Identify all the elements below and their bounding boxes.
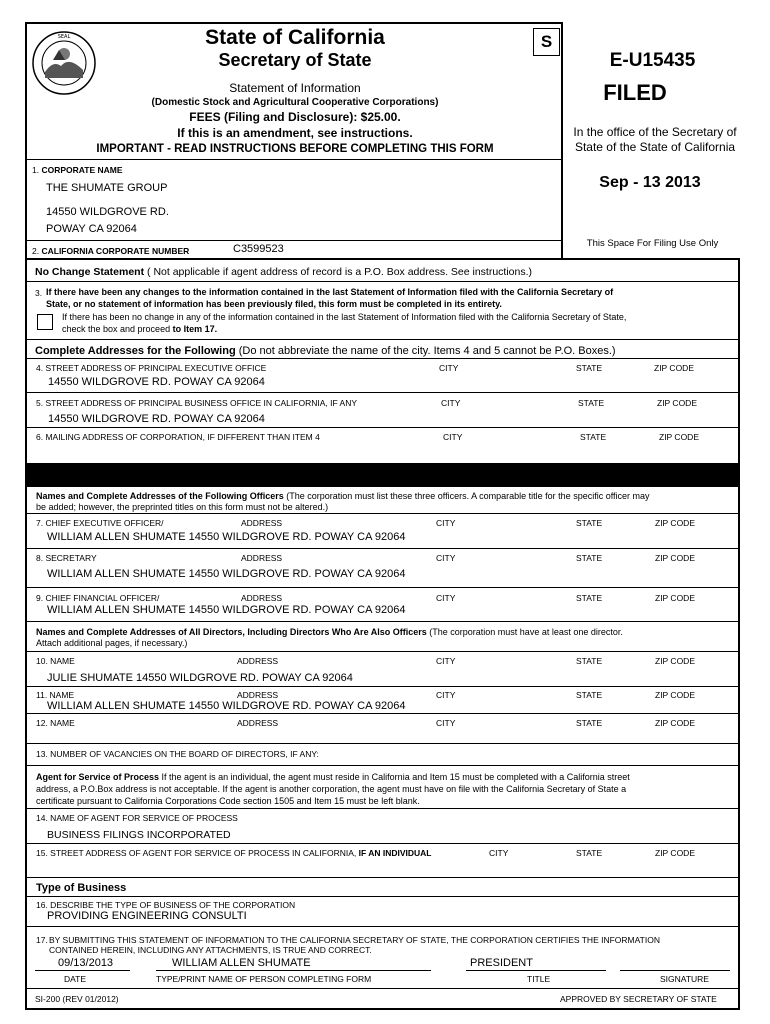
item-9-zip: ZIP CODE	[655, 593, 695, 603]
header-right-border	[561, 22, 563, 258]
item-11-state: STATE	[576, 690, 603, 700]
divider	[25, 513, 740, 514]
item-17-text-2: CONTAINED HEREIN, INCLUDING ANY ATTACHMENTS, IS TRUE AND CORRECT.	[49, 945, 372, 955]
left-border-top	[25, 22, 27, 258]
item-4-value: 14550 WILDGROVE RD. POWAY CA 92064	[48, 376, 265, 388]
divider	[25, 548, 740, 549]
item-7-label: 7. CHIEF EXECUTIVE OFFICER/	[36, 518, 164, 528]
item-7-city: CITY	[436, 518, 456, 528]
corporate-address-1: 14550 WILDGROVE RD.	[46, 206, 169, 218]
item-8-state: STATE	[576, 553, 603, 563]
item-12-label: 12. NAME	[36, 718, 75, 728]
addresses-heading: Complete Addresses for the Following (Do not abbreviate the name of the city. Items 4 and 5 cannot be P.O. Boxes.)	[35, 345, 616, 357]
corporate-number: C3599523	[233, 243, 284, 255]
item-8-label: 8. SECRETARY	[36, 553, 97, 563]
item-10-value: JULIE SHUMATE 14550 WILDGROVE RD. POWAY CA 92064	[47, 672, 353, 684]
item-11-address: ADDRESS	[237, 690, 279, 700]
divider	[25, 621, 740, 622]
sign-name: WILLIAM ALLEN SHUMATE	[172, 957, 311, 969]
name-label: TYPE/PRINT NAME OF PERSON COMPLETING FORM	[156, 974, 372, 984]
item-7-zip: ZIP CODE	[655, 518, 695, 528]
item-15-zip: ZIP CODE	[655, 848, 695, 858]
divider	[25, 240, 562, 241]
item-5-zip: ZIP CODE	[657, 398, 697, 408]
bottom-border	[25, 1008, 740, 1010]
item-15-label: 15. STREET ADDRESS OF AGENT FOR SERVICE OF PROCESS IN CALIFORNIA, IF AN INDIVIDUAL	[36, 848, 432, 858]
item-17-text-1: BY SUBMITTING THIS STATEMENT OF INFORMATION TO THE CALIFORNIA SECRETARY OF STATE, THE CORPORATION CERTIFIES THE INFORMATION	[49, 935, 660, 945]
statement-title: Statement of Information	[229, 81, 361, 95]
item-15-state: STATE	[576, 848, 603, 858]
divider	[25, 926, 740, 927]
sign-title: PRESIDENT	[470, 957, 533, 969]
sign-date: 09/13/2013	[58, 957, 114, 969]
item-15-city: CITY	[489, 848, 509, 858]
agent-heading: Agent for Service of Process If the agent is an individual, the agent must reside in California and Item 15 must be completed with a California street	[36, 772, 630, 782]
form-title: State of California	[205, 26, 385, 49]
no-change-text-4: check the box and proceed to Item 17.	[62, 324, 218, 334]
corporate-address-2: POWAY CA 92064	[46, 223, 137, 235]
item-10-state: STATE	[576, 656, 603, 666]
no-change-heading: No Change Statement ( Not applicable if agent address of record is a P.O. Box address. See instructions.)	[35, 266, 533, 278]
item-6-zip: ZIP CODE	[659, 432, 699, 442]
domestic-note: (Domestic Stock and Agricultural Cooperative Corporations)	[151, 97, 439, 108]
s-box: S	[533, 28, 560, 56]
form-number: SI-200 (REV 01/2012)	[35, 994, 119, 1004]
item-9-address: ADDRESS	[241, 593, 283, 603]
divider	[25, 877, 740, 878]
divider	[25, 392, 740, 393]
item-8-zip: ZIP CODE	[655, 553, 695, 563]
approved-note: APPROVED BY SECRETARY OF STATE	[560, 994, 717, 1004]
amendment-note: If this is an amendment, see instructions.	[177, 126, 413, 140]
item-11-value: WILLIAM ALLEN SHUMATE 14550 WILDGROVE RD. POWAY CA 92064	[47, 700, 406, 712]
header-bottom-border	[25, 258, 740, 260]
name-line	[156, 970, 431, 971]
important-note: IMPORTANT - READ INSTRUCTIONS BEFORE COMPLETING THIS FORM	[96, 143, 494, 155]
item-13-label: 13. NUMBER OF VACANCIES ON THE BOARD OF DIRECTORS, IF ANY:	[36, 749, 319, 759]
item-7-state: STATE	[576, 518, 603, 528]
item-6-city: CITY	[443, 432, 463, 442]
filing-number: E-U15435	[609, 50, 696, 71]
item-6-state: STATE	[580, 432, 607, 442]
divider	[25, 427, 740, 428]
divider	[25, 339, 740, 340]
title-label: TITLE	[527, 974, 551, 984]
item-5-state: STATE	[578, 398, 605, 408]
item-7-address: ADDRESS	[241, 518, 283, 528]
business-heading: Type of Business	[36, 882, 127, 894]
signature-label: SIGNATURE	[660, 974, 709, 984]
no-change-text-3: If there has been no change in any of the information contained in the last Statement of Information filed with the California Secretary of State,	[62, 312, 627, 322]
item-16-label: 16. DESCRIBE THE TYPE OF BUSINESS OF THE CORPORATION	[36, 900, 296, 910]
section-bar	[25, 463, 740, 487]
officers-note: be added; however, the preprinted titles on this form must not be altered.)	[36, 502, 329, 512]
agent-text-3: certificate pursuant to California Corporations Code section 1505 and Item 15 must be left blank.	[36, 796, 420, 806]
divider	[25, 358, 740, 359]
item-3-num: 3.	[35, 288, 43, 298]
officers-heading: Names and Complete Addresses of the Following Officers (The corporation must list these three officers. A comparable title for the specific officer may	[36, 491, 650, 501]
item-14-label: 14. NAME OF AGENT FOR SERVICE OF PROCESS	[36, 813, 238, 823]
filing-space-note: This Space For Filing Use Only	[586, 238, 719, 249]
divider	[25, 587, 740, 588]
item-6-label: 6. MAILING ADDRESS OF CORPORATION, IF DIFFERENT THAN ITEM 4	[36, 432, 320, 442]
item-11-zip: ZIP CODE	[655, 690, 695, 700]
item-10-zip: ZIP CODE	[655, 656, 695, 666]
item-11-label: 11. NAME	[36, 690, 75, 700]
divider	[25, 988, 740, 989]
no-change-text-1: If there have been any changes to the information contained in the last Statement of Information filed with the California Secretary of	[46, 287, 614, 297]
no-change-text-2: State, or no statement of information has been previously filed, this form must be completed in its entirety.	[46, 299, 502, 309]
item-10-address: ADDRESS	[237, 656, 279, 666]
item-9-label: 9. CHIEF FINANCIAL OFFICER/	[36, 593, 160, 603]
filing-date: Sep - 13 2013	[599, 174, 701, 191]
divider	[25, 713, 740, 714]
divider	[25, 686, 740, 687]
divider	[25, 765, 740, 766]
item-11-city: CITY	[436, 690, 456, 700]
no-change-checkbox[interactable]	[37, 314, 53, 330]
divider	[25, 896, 740, 897]
date-line	[35, 970, 130, 971]
item-5-city: CITY	[441, 398, 461, 408]
divider	[25, 843, 740, 844]
item-12-zip: ZIP CODE	[655, 718, 695, 728]
item-4-city: CITY	[439, 363, 459, 373]
directors-heading: Names and Complete Addresses of All Directors, Including Directors Who Are Also Officers (The corporation must have at least one director.	[36, 627, 623, 637]
corporate-name: THE SHUMATE GROUP	[46, 182, 168, 194]
date-label: DATE	[64, 974, 87, 984]
divider	[25, 808, 740, 809]
divider	[25, 159, 562, 160]
item-14-value: BUSINESS FILINGS INCORPORATED	[47, 829, 231, 841]
divider	[25, 651, 740, 652]
item-8-city: CITY	[436, 553, 456, 563]
item-12-city: CITY	[436, 718, 456, 728]
item-4-label: 4. STREET ADDRESS OF PRINCIPAL EXECUTIVE OFFICE	[36, 363, 267, 373]
item-5-value: 14550 WILDGROVE RD. POWAY CA 92064	[48, 413, 265, 425]
item-7-value: WILLIAM ALLEN SHUMATE 14550 WILDGROVE RD. POWAY CA 92064	[47, 531, 406, 543]
item-2-label: 2. CALIFORNIA CORPORATE NUMBER	[32, 246, 190, 256]
item-17-num: 17.	[36, 935, 48, 945]
item-16-value: PROVIDING ENGINEERING CONSULTI	[47, 910, 247, 922]
divider	[25, 281, 740, 282]
item-10-label: 10. NAME	[36, 656, 75, 666]
item-10-city: CITY	[436, 656, 456, 666]
signature-line	[620, 970, 730, 971]
directors-note: Attach additional pages, if necessary.)	[36, 638, 188, 648]
office-line-2: State of the State of California	[574, 140, 736, 154]
office-line-1: In the office of the Secretary of	[573, 125, 737, 139]
item-4-state: STATE	[576, 363, 603, 373]
agent-text-2: address, a P.O.Box address is not acceptable. If the agent is another corporation, the agent must have on file with the California Secretary of State a	[36, 784, 627, 794]
state-seal	[31, 30, 97, 96]
item-12-address: ADDRESS	[237, 718, 279, 728]
item-8-value: WILLIAM ALLEN SHUMATE 14550 WILDGROVE RD. POWAY CA 92064	[47, 568, 406, 580]
item-1-label: 1. CORPORATE NAME	[32, 165, 123, 175]
item-9-city: CITY	[436, 593, 456, 603]
item-9-value: WILLIAM ALLEN SHUMATE 14550 WILDGROVE RD. POWAY CA 92064	[47, 604, 406, 616]
svg-text:SEAL: SEAL	[57, 34, 71, 40]
title-line	[466, 970, 606, 971]
divider	[25, 743, 740, 744]
item-9-state: STATE	[576, 593, 603, 603]
item-5-label: 5. STREET ADDRESS OF PRINCIPAL BUSINESS OFFICE IN CALIFORNIA, IF ANY	[36, 398, 358, 408]
item-12-state: STATE	[576, 718, 603, 728]
filed-stamp: FILED	[603, 80, 667, 105]
form-subtitle: Secretary of State	[218, 50, 372, 70]
item-4-zip: ZIP CODE	[654, 363, 694, 373]
top-border	[25, 22, 562, 24]
fees-note: FEES (Filing and Disclosure): $25.00.	[189, 110, 401, 124]
item-8-address: ADDRESS	[241, 553, 283, 563]
